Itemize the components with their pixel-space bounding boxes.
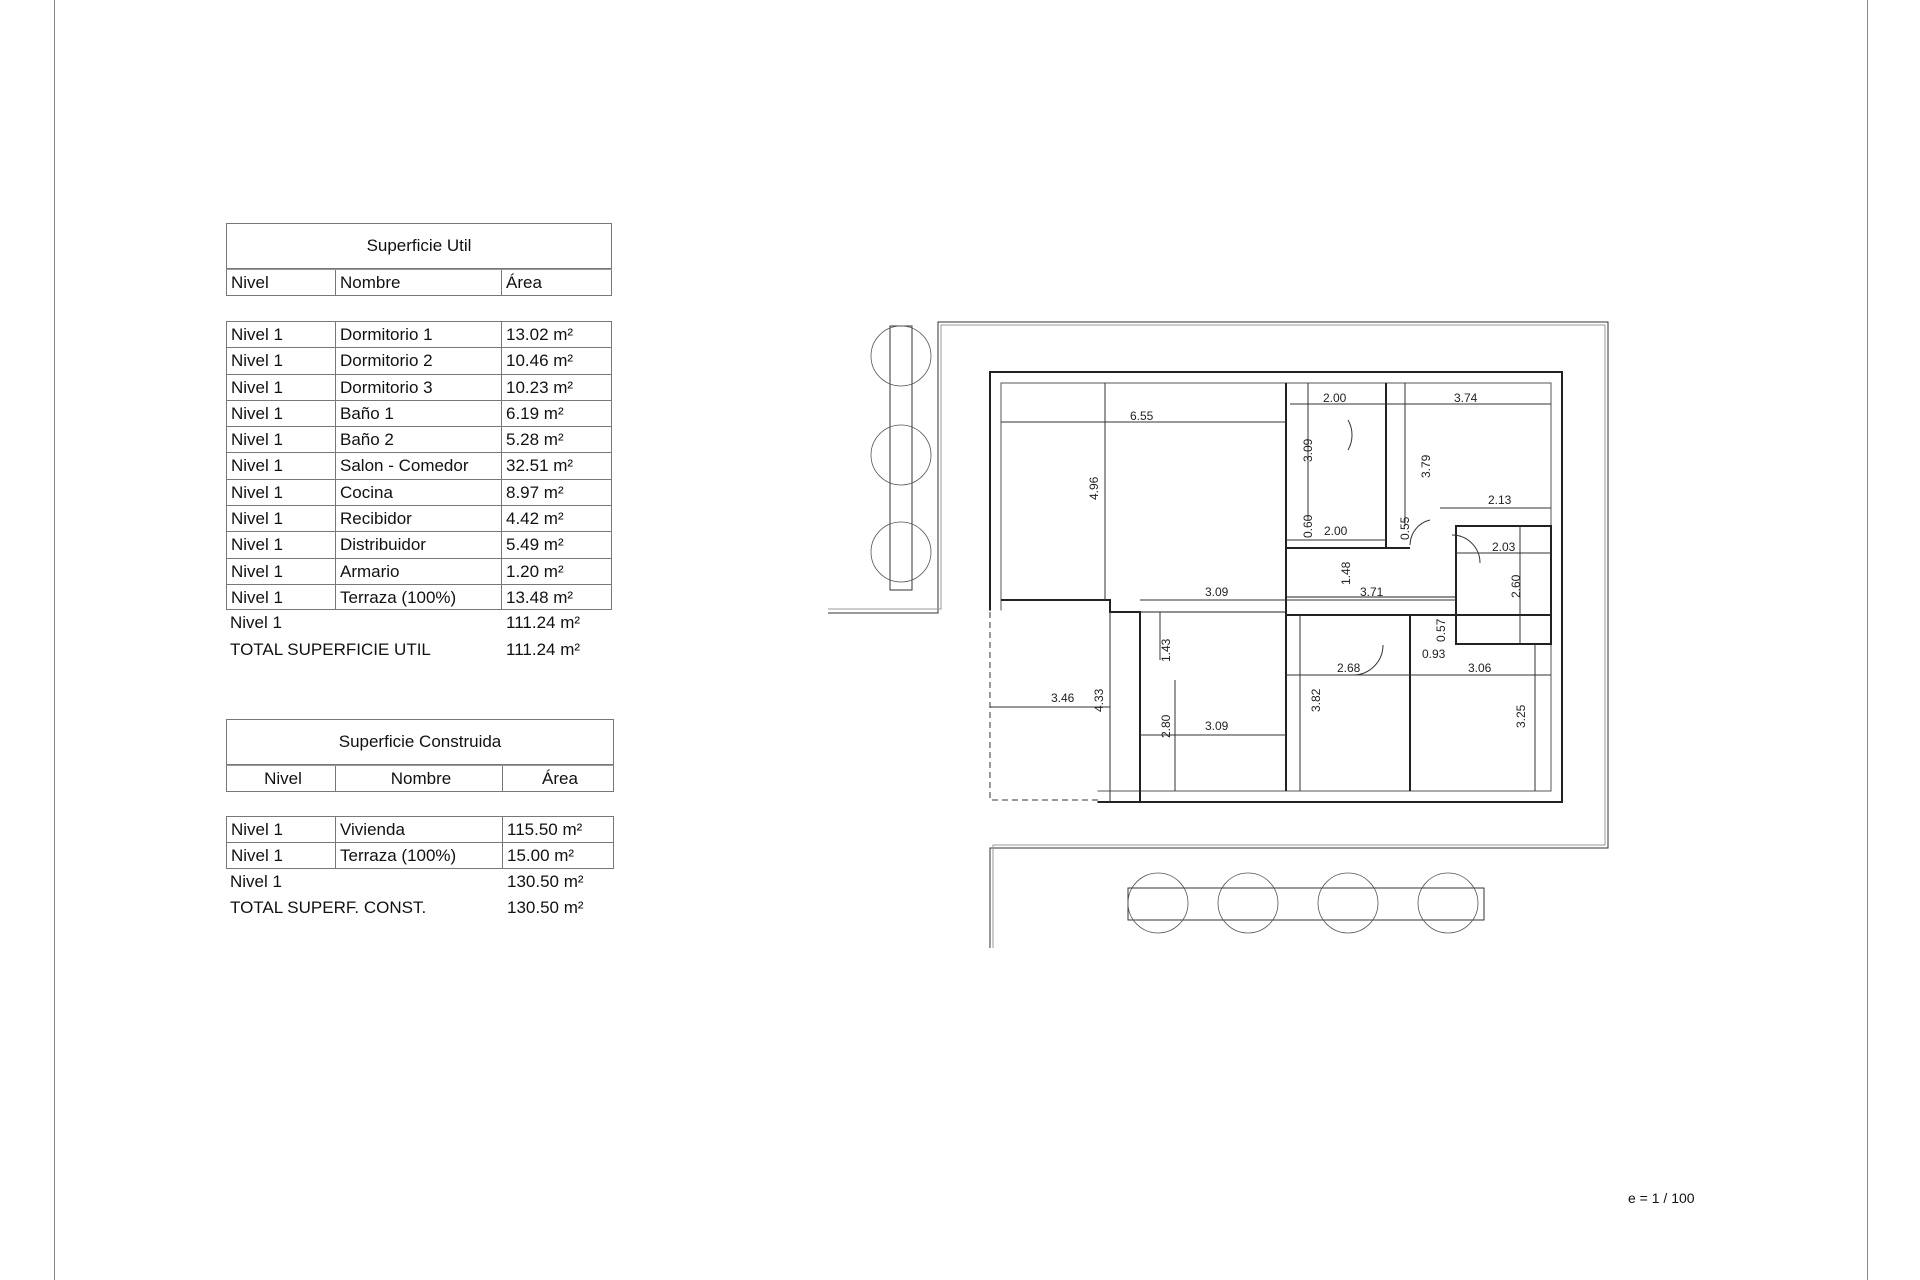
dimension-label: 2.68	[1337, 661, 1361, 675]
dimension-label: 4.96	[1087, 476, 1101, 500]
table-title: Superficie Construida	[226, 719, 614, 765]
dimension-label: 6.55	[1130, 409, 1154, 423]
cell-area: 32.51 m²	[502, 453, 612, 478]
door-swing	[1410, 520, 1430, 545]
cell-nivel: Nivel 1	[226, 817, 336, 842]
header-nombre: Nombre	[336, 766, 503, 791]
dimension-label: 3.25	[1514, 704, 1528, 728]
cell-area: 15.00 m²	[503, 843, 614, 867]
scale-label: e = 1 / 100	[1628, 1190, 1695, 1206]
door-swing	[1348, 420, 1352, 450]
dimension-label: 2.13	[1488, 493, 1512, 507]
dimension-label: 4.33	[1092, 688, 1106, 712]
dimension-label: 3.06	[1468, 661, 1492, 675]
tree-icon	[871, 425, 931, 485]
dimension-label: 0.55	[1398, 516, 1412, 540]
planter-horizontal	[1128, 888, 1484, 920]
site-outline-inner	[828, 325, 1605, 948]
cell-nivel: Nivel 1	[226, 480, 336, 505]
cell-nombre: Terraza (100%)	[336, 585, 502, 609]
cell-nivel: Nivel 1	[230, 613, 282, 633]
site-outline	[828, 322, 1608, 948]
tree-icon	[871, 326, 931, 386]
cell-nombre: Cocina	[336, 480, 502, 505]
dimension-label: 1.48	[1339, 561, 1353, 585]
cell-area: 6.19 m²	[502, 401, 612, 426]
dimension-label: 3.09	[1301, 438, 1315, 462]
dimension-label: 0.93	[1422, 647, 1446, 661]
header-area: Área	[503, 766, 614, 791]
tree-icon	[1418, 873, 1478, 933]
cell-nivel: Nivel 1	[226, 585, 336, 609]
dimension-label: 3.74	[1454, 391, 1478, 405]
dimension-label: 3.46	[1051, 691, 1075, 705]
header-nombre: Nombre	[336, 270, 502, 295]
cell-area: 13.02 m²	[502, 322, 612, 347]
total-value: 111.24 m²	[506, 639, 581, 659]
cell-nivel: Nivel 1	[226, 322, 336, 347]
cell-area: 10.46 m²	[502, 348, 612, 373]
header-nivel: Nivel	[226, 270, 336, 295]
total-label: TOTAL SUPERFICIE UTIL	[230, 639, 431, 659]
dimension-label: 2.00	[1323, 391, 1347, 405]
planter-vertical	[890, 326, 912, 590]
cell-area: 115.50 m²	[503, 817, 614, 842]
cell-nivel: Nivel 1	[226, 843, 336, 867]
cell-nivel: Nivel 1	[226, 348, 336, 373]
cell-area: 130.50 m²	[507, 871, 584, 891]
dimension-label: 2.03	[1492, 540, 1516, 554]
cell-nombre: Dormitorio 3	[336, 375, 502, 400]
cell-nivel: Nivel 1	[226, 401, 336, 426]
dimension-label: 3.09	[1205, 719, 1229, 733]
dimension-label: 2.60	[1509, 574, 1523, 598]
table-title: Superficie Util	[226, 223, 612, 269]
dimension-label: 3.09	[1205, 585, 1229, 599]
total-label: TOTAL SUPERF. CONST.	[230, 897, 427, 917]
cell-area: 10.23 m²	[502, 375, 612, 400]
cell-area: 4.42 m²	[502, 506, 612, 531]
dimension-label: 3.71	[1360, 585, 1384, 599]
dimension-label: 2.00	[1324, 524, 1348, 538]
cell-nombre: Distribuidor	[336, 532, 502, 557]
cell-nivel: Nivel 1	[226, 559, 336, 584]
header-nivel: Nivel	[226, 766, 336, 791]
dimension-label: 3.82	[1309, 688, 1323, 712]
dimension-label: 0.60	[1301, 514, 1315, 538]
dimension-label: 0.57	[1434, 618, 1448, 642]
cell-nivel: Nivel 1	[226, 453, 336, 478]
tree-icon	[1318, 873, 1378, 933]
cell-nombre: Armario	[336, 559, 502, 584]
dimension-label: 1.43	[1159, 638, 1173, 662]
dimension-label: 2.80	[1159, 714, 1173, 738]
cell-nombre: Dormitorio 2	[336, 348, 502, 373]
cell-nombre: Recibidor	[336, 506, 502, 531]
cell-area: 5.28 m²	[502, 427, 612, 452]
dimension-label: 3.79	[1419, 454, 1433, 478]
cell-area: 111.24 m²	[506, 613, 581, 633]
tree-icon	[1218, 873, 1278, 933]
cell-nivel: Nivel 1	[226, 375, 336, 400]
cell-area: 13.48 m²	[502, 585, 612, 609]
cell-nivel: Nivel 1	[226, 532, 336, 557]
total-value: 130.50 m²	[507, 897, 584, 917]
cell-nombre: Vivienda	[336, 817, 503, 842]
header-area: Área	[502, 270, 612, 295]
cell-nivel: Nivel 1	[230, 871, 282, 891]
tree-icon	[1128, 873, 1188, 933]
cell-area: 8.97 m²	[502, 480, 612, 505]
tree-icon	[871, 522, 931, 582]
cell-nivel: Nivel 1	[226, 506, 336, 531]
cell-nombre: Baño 2	[336, 427, 502, 452]
cell-nivel: Nivel 1	[226, 427, 336, 452]
cell-area: 5.49 m²	[502, 532, 612, 557]
cell-nombre: Baño 1	[336, 401, 502, 426]
cell-area: 1.20 m²	[502, 559, 612, 584]
cell-nombre: Salon - Comedor	[336, 453, 502, 478]
cell-nombre: Dormitorio 1	[336, 322, 502, 347]
cell-nombre: Terraza (100%)	[336, 843, 503, 867]
